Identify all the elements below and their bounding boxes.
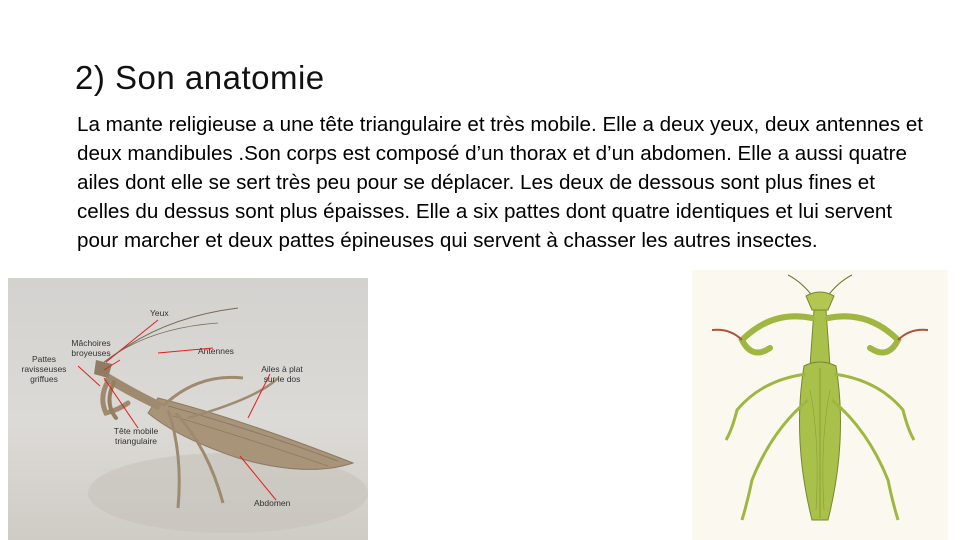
label-antennes: Antennes [198,346,234,356]
slide-title: 2) Son anatomie [75,59,325,96]
label-pattes: Pattes ravisseuses griffues [21,354,67,384]
mantis-photo-illustration [8,278,368,540]
slide-body-text: La mante religieuse a une tête triangulaire et très mobile. Elle a deux yeux, deux antennes et deux mandibules .Son corps est composé d’un thorax et d’un abdomen. Elle a aussi quatre ailes dont elle se sert très peu pour se déplacer. Les deux de dessous sont plus fines et celles du dessus sont plus épaisses. Elle a six pattes dont quatre identiques et lui servent pour marcher et deux pattes épineuses qui servent à chasser les autres insectes. [77,113,924,252]
label-ailes: Ailes à plat sur le dos [261,364,303,384]
label-machoires: Mâchoires broyeuses [71,338,111,358]
green-mantis-drawing [692,270,948,540]
annotated-mantis-photo [8,278,368,540]
label-abdomen: Abdomen [254,498,291,508]
green-mantis-illustration [692,270,948,540]
label-tete: Tête mobile triangulaire [113,426,159,446]
label-yeux: Yeux [150,308,169,318]
